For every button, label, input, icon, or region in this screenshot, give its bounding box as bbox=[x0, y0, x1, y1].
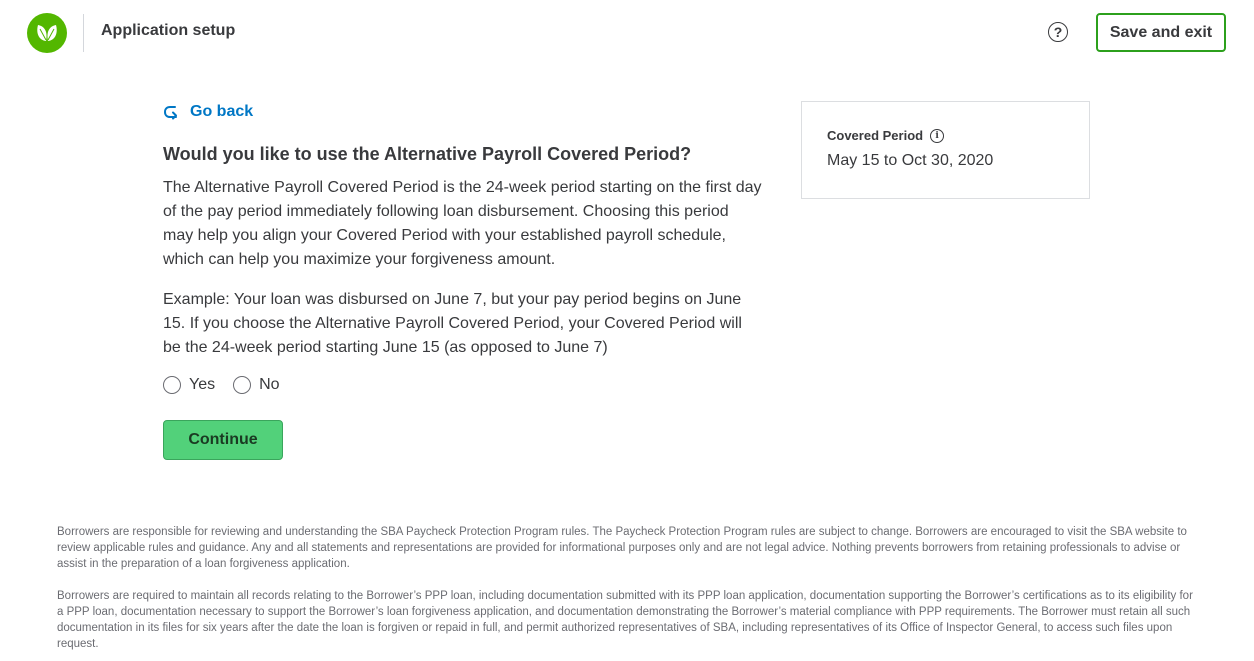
disclaimer-text-2: Borrowers are required to maintain all records relating to the Borrower’s PPP loan, including documentation submitted with its PPP loan application, documentation supporting the Borrower’s certifications as to its eligibility for a PPP loan, documentation necessary to support the Borrower’s loan forgiveness application, and documentation demonstrating the Borrower’s material compliance with PPP requirements. The Borrower must retain all such documentation in its files for six years after the date the loan is forgiven or repaid in full, and permit authorized representatives of SBA, including representatives of its Office of Inspector General, to access such files upon request. bbox=[57, 590, 1193, 650]
question-heading: Would you like to use the Alternative Payroll Covered Period? bbox=[163, 144, 692, 164]
header-divider bbox=[83, 14, 84, 52]
disclaimer-text-1: Borrowers are responsible for reviewing and understanding the SBA Paycheck Protection Program rules. The Paycheck Protection Program rules are subject to change. Borrowers are encouraged to visit the SBA website to review applicable rules and guidance. Any and all statements and representations are provided for informational purposes only and are not legal advice. Nothing prevents borrowers from retaining professionals to advise or assist in the preparation of a loan forgiveness application. bbox=[57, 526, 1187, 570]
radio-group bbox=[163, 376, 280, 394]
description-text: The Alternative Payroll Covered Period is the 24-week period starting on the first day of the pay period immediately following loan disbursement. Choosing this period may help you align your Covered Period with your established payroll schedule, which can help you maximize your forgiveness amount. bbox=[163, 179, 762, 268]
example-text: Example: Your loan was disbursed on June 7, but your pay period begins on June 15. If you choose the Alternative Payroll Covered Period, your Covered Period will be the 24-week period starting June 15 (as opposed to June 7) bbox=[163, 291, 742, 356]
radio-label-yes: Yes bbox=[189, 376, 216, 393]
help-icon[interactable]: ? bbox=[1048, 22, 1068, 42]
go-back-label: Go back bbox=[190, 103, 254, 120]
page-title: Application setup bbox=[101, 22, 236, 39]
covered-period-card bbox=[801, 101, 1090, 199]
covered-period-label: Covered Period bbox=[827, 128, 924, 143]
radio-button-yes[interactable] bbox=[163, 376, 181, 394]
radio-option-no[interactable] bbox=[233, 376, 279, 394]
info-icon[interactable]: i bbox=[930, 129, 944, 143]
radio-option-yes[interactable] bbox=[163, 376, 215, 394]
leaf-logo-icon[interactable] bbox=[27, 13, 67, 53]
go-back-link[interactable] bbox=[162, 103, 253, 121]
back-arrow-icon bbox=[162, 104, 180, 120]
covered-period-value: May 15 to Oct 30, 2020 bbox=[827, 152, 994, 169]
leaf-icon bbox=[35, 23, 59, 43]
radio-label-no: No bbox=[259, 376, 280, 393]
covered-period-label-row bbox=[827, 128, 944, 143]
continue-button[interactable]: Continue bbox=[163, 420, 283, 460]
radio-button-no[interactable] bbox=[233, 376, 251, 394]
save-and-exit-button[interactable]: Save and exit bbox=[1096, 13, 1226, 52]
